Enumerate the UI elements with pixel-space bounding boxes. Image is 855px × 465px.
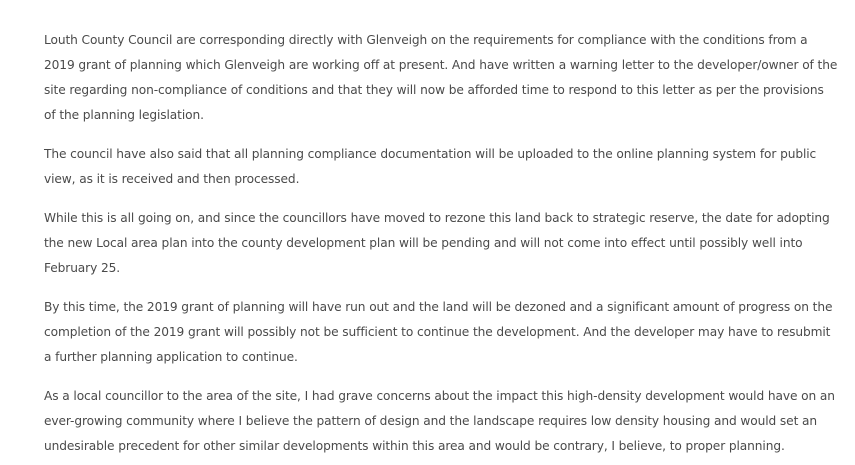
paragraph-line: the new Local area plan into the county development plan will be pending and will not come into effect until possibly well into (44, 236, 803, 250)
paragraph-line: undesirable precedent for other similar developments within this area and would be contrary, I believe, to proper planning. (44, 439, 785, 453)
paragraph-line: completion of the 2019 grant will possibly not be sufficient to continue the development. And the developer may have to resubmit (44, 325, 831, 339)
paragraph-line: ever-growing community where I believe the pattern of design and the landscape requires low density housing and would set an (44, 414, 818, 428)
paragraph-line: of the planning legislation. (44, 108, 204, 122)
paragraph-line: The council have also said that all planning compliance documentation will be uploaded to the online planning system for public (44, 147, 817, 161)
paragraph-line: view, as it is received and then processed. (44, 172, 300, 186)
paragraph-line: By this time, the 2019 grant of planning will have run out and the land will be dezoned and a significant amount of progress on the (44, 300, 833, 314)
paragraph-local-area-plan (44, 206, 844, 281)
paragraph-grant-expiry (44, 295, 844, 370)
paragraph-line: 2019 grant of planning which Glenveigh are working off at present. And have written a warning letter to the developer/owner of the (44, 58, 838, 72)
paragraph-line: Louth County Council are corresponding directly with Glenveigh on the requirements for compliance with the conditions from a (44, 33, 808, 47)
paragraph-line: a further planning application to continue. (44, 350, 298, 364)
paragraph-compliance-documentation (44, 142, 844, 192)
paragraph-council-correspondence (44, 28, 844, 128)
paragraph-line: site regarding non-compliance of conditions and that they will now be afforded time to respond to this letter as per the provisions (44, 83, 824, 97)
paragraph-line: While this is all going on, and since the councillors have moved to rezone this land back to strategic reserve, the date for adopting (44, 211, 830, 225)
paragraph-line: February 25. (44, 261, 121, 275)
article-body (44, 28, 844, 459)
paragraph-line: As a local councillor to the area of the site, I had grave concerns about the impact this high-density development would have on an (44, 389, 835, 403)
paragraph-councillor-concerns (44, 384, 844, 459)
